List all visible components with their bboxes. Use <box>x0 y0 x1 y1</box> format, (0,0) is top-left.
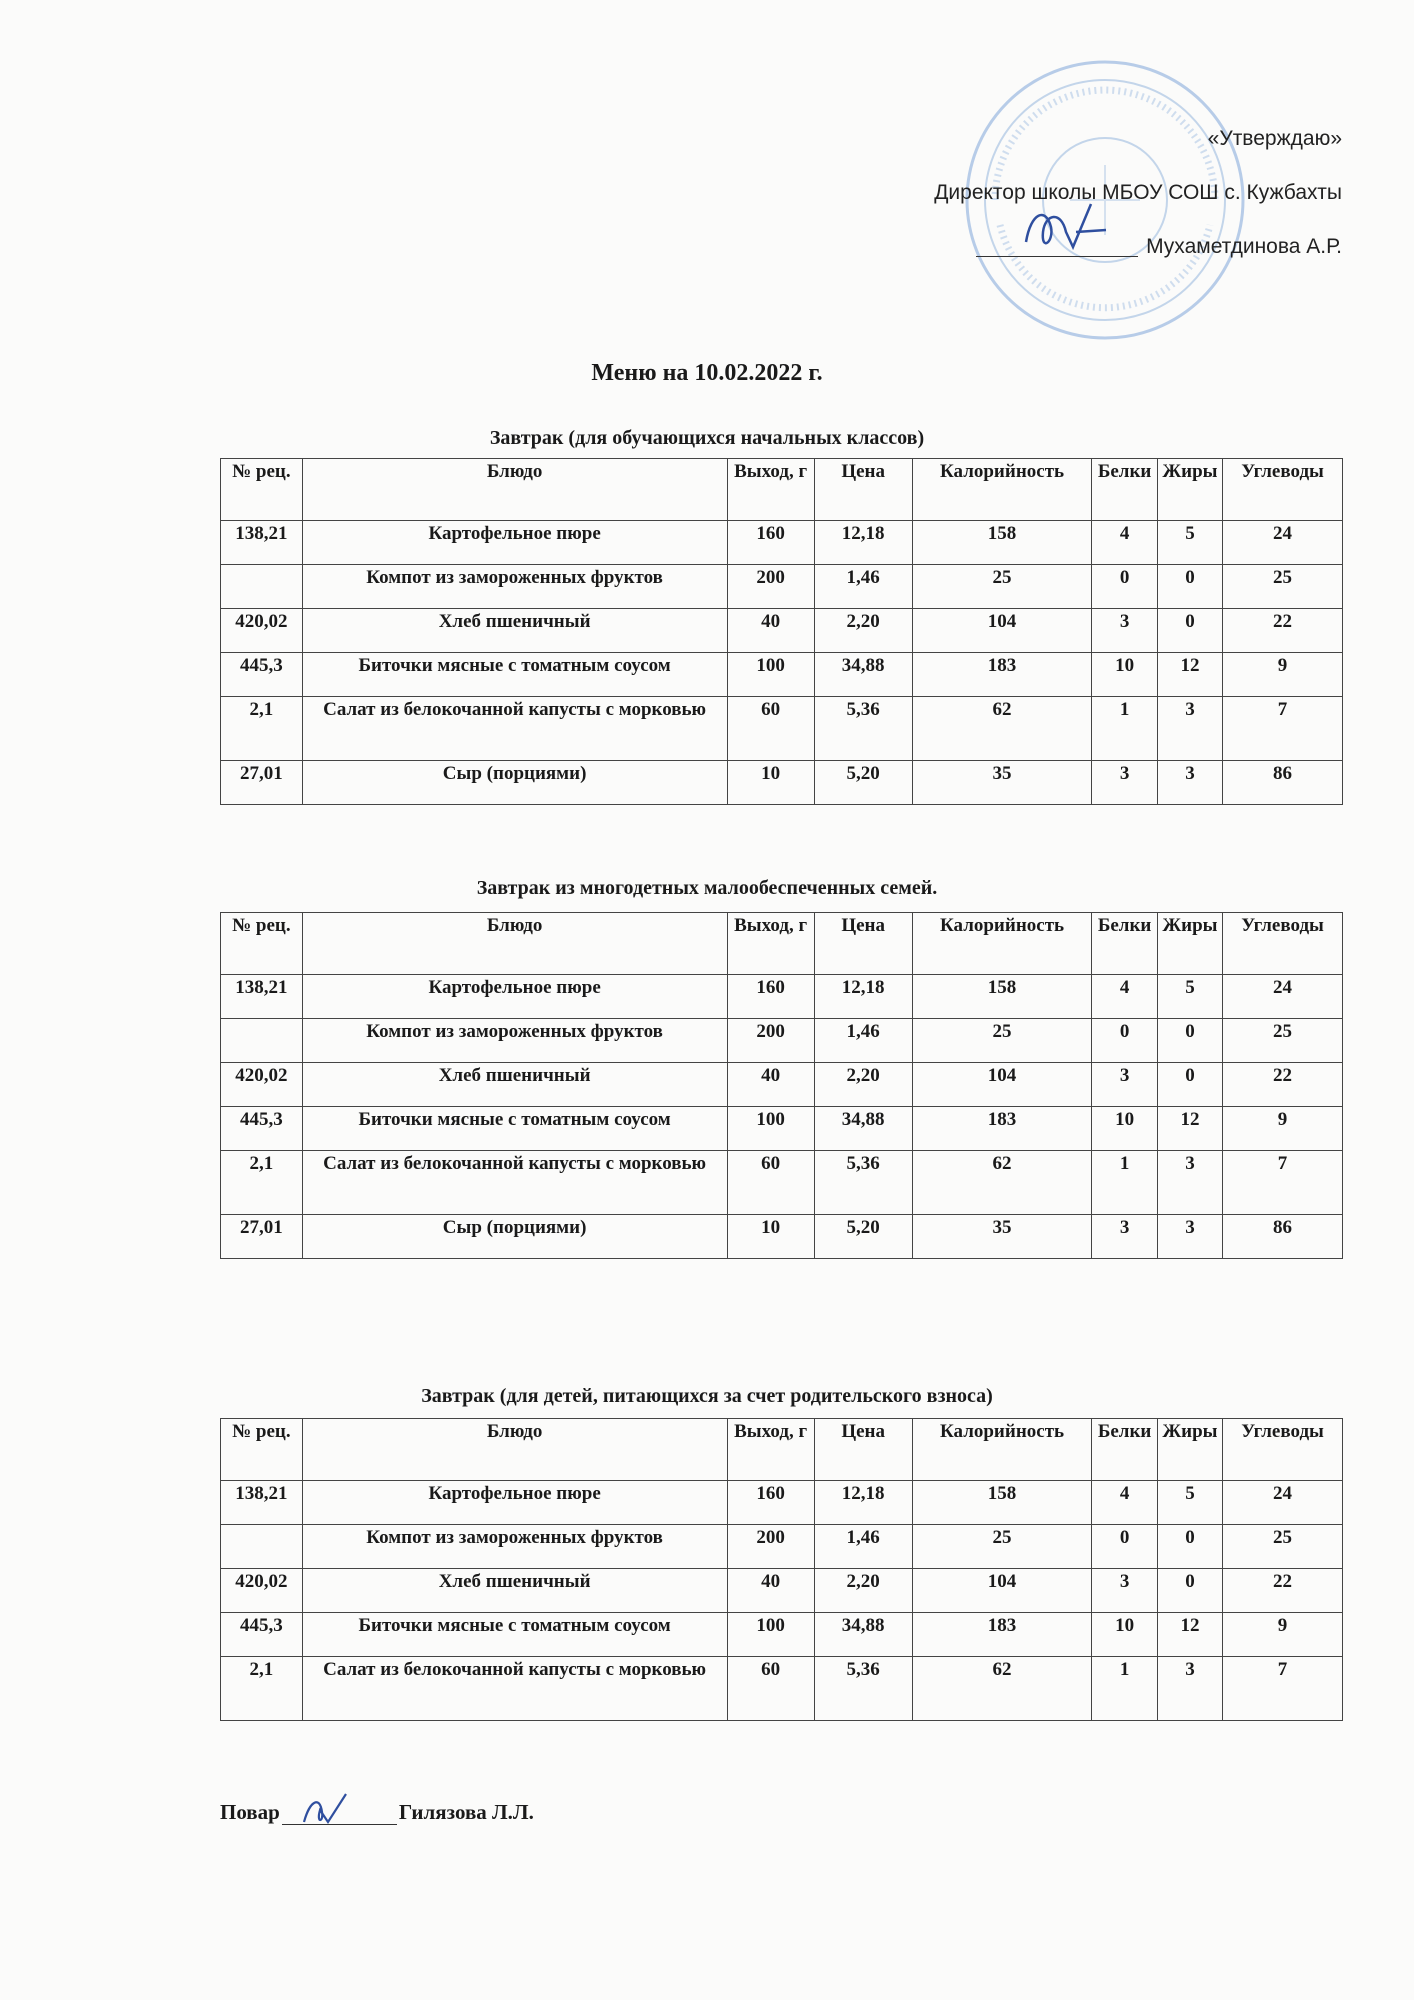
cell-out: 100 <box>727 653 814 697</box>
cell-protein: 3 <box>1092 761 1157 805</box>
cell-protein: 3 <box>1092 1063 1157 1107</box>
col-num: № рец. <box>221 913 303 975</box>
table-row <box>221 1481 1343 1525</box>
cell-out: 10 <box>727 761 814 805</box>
cell-num: 445,3 <box>221 653 303 697</box>
col-dish: Блюдо <box>302 1419 727 1481</box>
cell-protein: 1 <box>1092 697 1157 761</box>
cell-out: 100 <box>727 1613 814 1657</box>
menu-table-primary <box>220 458 1343 805</box>
cell-num: 445,3 <box>221 1107 303 1151</box>
cell-cal: 104 <box>912 609 1092 653</box>
cell-price: 12,18 <box>814 521 912 565</box>
cell-fat: 0 <box>1157 1569 1222 1613</box>
cell-price: 5,36 <box>814 1657 912 1721</box>
cell-dish: Компот из замороженных фруктов <box>302 565 727 609</box>
cell-carbs: 22 <box>1223 1063 1343 1107</box>
director-name: Мухаметдинова А.Р. <box>1146 235 1342 258</box>
cell-price: 12,18 <box>814 1481 912 1525</box>
cell-price: 5,36 <box>814 1151 912 1215</box>
cell-num: 445,3 <box>221 1613 303 1657</box>
cell-dish: Биточки мясные с томатным соусом <box>302 1107 727 1151</box>
table-row <box>221 697 1343 761</box>
table-row <box>221 565 1343 609</box>
cell-out: 160 <box>727 521 814 565</box>
section-caption-primary: Завтрак (для обучающихся начальных классов) <box>489 427 925 449</box>
cell-fat: 5 <box>1157 1481 1222 1525</box>
table-row <box>221 521 1343 565</box>
cell-price: 1,46 <box>814 1525 912 1569</box>
cell-fat: 3 <box>1157 697 1222 761</box>
cell-carbs: 7 <box>1223 1657 1343 1721</box>
cell-price: 2,20 <box>814 1569 912 1613</box>
cell-out: 160 <box>727 975 814 1019</box>
cell-fat: 12 <box>1157 1613 1222 1657</box>
cell-cal: 62 <box>912 697 1092 761</box>
cell-protein: 10 <box>1092 653 1157 697</box>
cell-dish: Салат из белокочанной капусты с морковью <box>302 697 727 761</box>
cell-cal: 35 <box>912 1215 1092 1259</box>
menu-table-parent-funded <box>220 1418 1343 1721</box>
cell-dish: Картофельное пюре <box>302 975 727 1019</box>
cell-protein: 10 <box>1092 1613 1157 1657</box>
cell-price: 1,46 <box>814 565 912 609</box>
table-row <box>221 653 1343 697</box>
cell-out: 100 <box>727 1107 814 1151</box>
cell-carbs: 86 <box>1223 1215 1343 1259</box>
col-protein: Белки <box>1092 1419 1157 1481</box>
cell-fat: 5 <box>1157 975 1222 1019</box>
cell-price: 2,20 <box>814 1063 912 1107</box>
cell-dish: Сыр (порциями) <box>302 761 727 805</box>
cell-dish: Биточки мясные с томатным соусом <box>302 653 727 697</box>
cell-price: 5,20 <box>814 761 912 805</box>
cell-carbs: 24 <box>1223 1481 1343 1525</box>
approval-position: Директор школы МБОУ СОШ с. Кужбахты <box>934 181 1342 204</box>
director-signature-row <box>782 236 1342 257</box>
cell-fat: 5 <box>1157 521 1222 565</box>
cell-protein: 4 <box>1092 1481 1157 1525</box>
cell-protein: 1 <box>1092 1151 1157 1215</box>
cell-carbs: 9 <box>1223 1107 1343 1151</box>
director-signature <box>1021 202 1111 262</box>
cell-cal: 62 <box>912 1657 1092 1721</box>
col-fat: Жиры <box>1157 913 1222 975</box>
cell-num: 2,1 <box>221 697 303 761</box>
cell-out: 200 <box>727 565 814 609</box>
cook-label: Повар <box>220 1800 280 1824</box>
col-protein: Белки <box>1092 913 1157 975</box>
cell-cal: 158 <box>912 521 1092 565</box>
cook-name: Гилязова Л.Л. <box>398 1800 534 1824</box>
cell-protein: 3 <box>1092 609 1157 653</box>
table-row <box>221 1525 1343 1569</box>
col-cal: Калорийность <box>912 913 1092 975</box>
cell-carbs: 9 <box>1223 653 1343 697</box>
cell-num: 27,01 <box>221 761 303 805</box>
cell-protein: 4 <box>1092 521 1157 565</box>
cook-signature <box>300 1792 360 1828</box>
table-row <box>221 1613 1343 1657</box>
table-row <box>221 1569 1343 1613</box>
cell-fat: 3 <box>1157 761 1222 805</box>
cell-dish: Салат из белокочанной капусты с морковью <box>302 1657 727 1721</box>
col-out: Выход, г <box>727 913 814 975</box>
col-carbs: Углеводы <box>1223 459 1343 521</box>
cell-dish: Картофельное пюре <box>302 521 727 565</box>
cell-protein: 10 <box>1092 1107 1157 1151</box>
cell-num <box>221 1019 303 1063</box>
cell-out: 40 <box>727 609 814 653</box>
cell-num: 420,02 <box>221 1063 303 1107</box>
cell-num <box>221 1525 303 1569</box>
cell-fat: 0 <box>1157 1019 1222 1063</box>
cell-protein: 0 <box>1092 1019 1157 1063</box>
cell-cal: 183 <box>912 1613 1092 1657</box>
cell-fat: 0 <box>1157 1063 1222 1107</box>
cell-price: 5,36 <box>814 697 912 761</box>
col-dish: Блюдо <box>302 459 727 521</box>
cell-cal: 104 <box>912 1063 1092 1107</box>
cell-fat: 3 <box>1157 1657 1222 1721</box>
col-out: Выход, г <box>727 1419 814 1481</box>
cell-dish: Салат из белокочанной капусты с морковью <box>302 1151 727 1215</box>
cell-carbs: 22 <box>1223 1569 1343 1613</box>
menu-table-large-families <box>220 912 1343 1259</box>
table-row <box>221 1657 1343 1721</box>
cell-num <box>221 565 303 609</box>
cell-fat: 12 <box>1157 1107 1222 1151</box>
cell-num: 138,21 <box>221 1481 303 1525</box>
cook-signature-line <box>282 1804 397 1825</box>
cell-fat: 12 <box>1157 653 1222 697</box>
cell-fat: 0 <box>1157 1525 1222 1569</box>
cell-out: 60 <box>727 1151 814 1215</box>
cell-fat: 3 <box>1157 1215 1222 1259</box>
cell-cal: 62 <box>912 1151 1092 1215</box>
cell-dish: Компот из замороженных фруктов <box>302 1525 727 1569</box>
cell-cal: 25 <box>912 565 1092 609</box>
cell-dish: Хлеб пшеничный <box>302 1569 727 1613</box>
table-row <box>221 609 1343 653</box>
cell-price: 1,46 <box>814 1019 912 1063</box>
cell-cal: 25 <box>912 1525 1092 1569</box>
col-price: Цена <box>814 459 912 521</box>
page-title: Меню на 10.02.2022 г. <box>591 360 823 386</box>
cell-num: 27,01 <box>221 1215 303 1259</box>
cell-fat: 3 <box>1157 1151 1222 1215</box>
cell-protein: 1 <box>1092 1657 1157 1721</box>
cell-carbs: 86 <box>1223 761 1343 805</box>
table-header <box>221 913 1343 975</box>
cell-dish: Компот из замороженных фруктов <box>302 1019 727 1063</box>
signature-line <box>976 236 1138 257</box>
col-cal: Калорийность <box>912 1419 1092 1481</box>
cell-out: 60 <box>727 697 814 761</box>
table-row <box>221 975 1343 1019</box>
cell-cal: 25 <box>912 1019 1092 1063</box>
col-out: Выход, г <box>727 459 814 521</box>
cell-price: 12,18 <box>814 975 912 1019</box>
cell-protein: 3 <box>1092 1215 1157 1259</box>
cell-cal: 183 <box>912 1107 1092 1151</box>
cell-out: 160 <box>727 1481 814 1525</box>
cell-price: 2,20 <box>814 609 912 653</box>
cell-num: 420,02 <box>221 1569 303 1613</box>
cell-cal: 104 <box>912 1569 1092 1613</box>
table-row <box>221 1151 1343 1215</box>
cell-price: 34,88 <box>814 653 912 697</box>
cell-carbs: 25 <box>1223 1019 1343 1063</box>
section-caption-parent-funded: Завтрак (для детей, питающихся за счет родительского взноса) <box>421 1385 993 1407</box>
col-dish: Блюдо <box>302 913 727 975</box>
cell-dish: Хлеб пшеничный <box>302 609 727 653</box>
cell-protein: 4 <box>1092 975 1157 1019</box>
cell-cal: 158 <box>912 975 1092 1019</box>
cell-carbs: 9 <box>1223 1613 1343 1657</box>
cell-out: 200 <box>727 1525 814 1569</box>
cell-carbs: 7 <box>1223 1151 1343 1215</box>
cell-fat: 0 <box>1157 609 1222 653</box>
cell-price: 34,88 <box>814 1107 912 1151</box>
cell-fat: 0 <box>1157 565 1222 609</box>
cell-carbs: 7 <box>1223 697 1343 761</box>
approval-heading: «Утверждаю» <box>1207 127 1342 150</box>
cell-dish: Биточки мясные с томатным соусом <box>302 1613 727 1657</box>
col-num: № рец. <box>221 1419 303 1481</box>
cell-cal: 158 <box>912 1481 1092 1525</box>
col-fat: Жиры <box>1157 1419 1222 1481</box>
col-cal: Калорийность <box>912 459 1092 521</box>
cell-cal: 183 <box>912 653 1092 697</box>
cell-out: 40 <box>727 1569 814 1613</box>
cell-cal: 35 <box>912 761 1092 805</box>
col-price: Цена <box>814 1419 912 1481</box>
cell-protein: 3 <box>1092 1569 1157 1613</box>
table-header <box>221 1419 1343 1481</box>
approval-block <box>782 128 1342 257</box>
cell-out: 200 <box>727 1019 814 1063</box>
cell-protein: 0 <box>1092 565 1157 609</box>
table-row <box>221 1063 1343 1107</box>
table-row <box>221 1107 1343 1151</box>
cell-out: 40 <box>727 1063 814 1107</box>
col-price: Цена <box>814 913 912 975</box>
cell-carbs: 24 <box>1223 975 1343 1019</box>
cell-num: 138,21 <box>221 521 303 565</box>
cell-num: 2,1 <box>221 1151 303 1215</box>
cell-out: 10 <box>727 1215 814 1259</box>
cell-out: 60 <box>727 1657 814 1721</box>
cell-dish: Сыр (порциями) <box>302 1215 727 1259</box>
table-row <box>221 1019 1343 1063</box>
table-header <box>221 459 1343 521</box>
cell-protein: 0 <box>1092 1525 1157 1569</box>
cell-num: 138,21 <box>221 975 303 1019</box>
cell-price: 34,88 <box>814 1613 912 1657</box>
cell-price: 5,20 <box>814 1215 912 1259</box>
cell-carbs: 24 <box>1223 521 1343 565</box>
col-num: № рец. <box>221 459 303 521</box>
cell-carbs: 22 <box>1223 609 1343 653</box>
col-carbs: Углеводы <box>1223 913 1343 975</box>
cell-dish: Картофельное пюре <box>302 1481 727 1525</box>
col-fat: Жиры <box>1157 459 1222 521</box>
table-row <box>221 1215 1343 1259</box>
cell-num: 420,02 <box>221 609 303 653</box>
cook-signature-block <box>220 1800 534 1825</box>
col-protein: Белки <box>1092 459 1157 521</box>
col-carbs: Углеводы <box>1223 1419 1343 1481</box>
table-row <box>221 761 1343 805</box>
cell-dish: Хлеб пшеничный <box>302 1063 727 1107</box>
cell-carbs: 25 <box>1223 565 1343 609</box>
cell-carbs: 25 <box>1223 1525 1343 1569</box>
cell-num: 2,1 <box>221 1657 303 1721</box>
section-caption-large-families: Завтрак из многодетных малообеспеченных семей. <box>476 877 938 899</box>
